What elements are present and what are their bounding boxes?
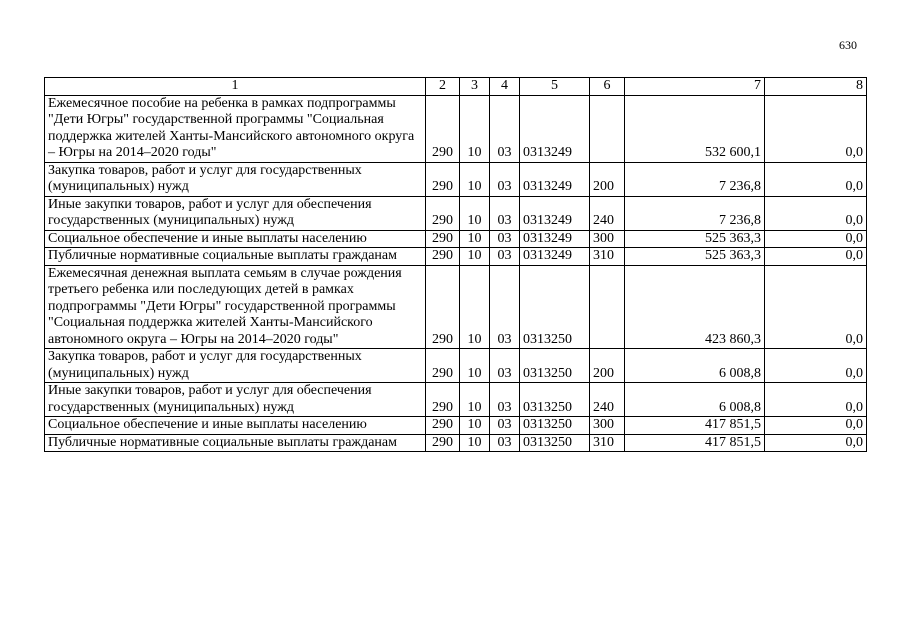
column-number: 1 (45, 78, 426, 96)
cell-section: 10 (460, 196, 490, 230)
cell-amount: 7 236,8 (625, 162, 765, 196)
cell-amount: 7 236,8 (625, 196, 765, 230)
cell-target-article: 0313250 (520, 349, 590, 383)
cell-amount-2: 0,0 (765, 349, 867, 383)
cell-subsection: 03 (490, 383, 520, 417)
row-name: Ежемесячное пособие на ребенка в рамках подпрограммы "Дети Югры" государственной программы "Социальная поддержка жителей Ханты-Мансийского автономного округа – Югры на 2014–2020 годы" (45, 95, 426, 162)
cell-expense-type: 300 (590, 230, 625, 248)
cell-code: 290 (426, 434, 460, 452)
column-number: 5 (520, 78, 590, 96)
cell-subsection: 03 (490, 417, 520, 435)
table-row (45, 248, 867, 266)
cell-code: 290 (426, 349, 460, 383)
cell-amount-2: 0,0 (765, 248, 867, 266)
cell-amount-2: 0,0 (765, 196, 867, 230)
cell-amount-2: 0,0 (765, 95, 867, 162)
column-number: 3 (460, 78, 490, 96)
cell-amount-2: 0,0 (765, 265, 867, 349)
row-name: Закупка товаров, работ и услуг для государственных (муниципальных) нужд (45, 162, 426, 196)
cell-amount-2: 0,0 (765, 230, 867, 248)
cell-target-article: 0313249 (520, 196, 590, 230)
cell-amount-2: 0,0 (765, 162, 867, 196)
table-row (45, 196, 867, 230)
table-row (45, 434, 867, 452)
cell-subsection: 03 (490, 349, 520, 383)
cell-expense-type: 240 (590, 383, 625, 417)
cell-amount: 525 363,3 (625, 230, 765, 248)
row-name: Иные закупки товаров, работ и услуг для обеспечения государственных (муниципальных) нужд (45, 383, 426, 417)
row-name: Публичные нормативные социальные выплаты гражданам (45, 248, 426, 266)
cell-amount-2: 0,0 (765, 434, 867, 452)
table-row (45, 265, 867, 349)
cell-subsection: 03 (490, 265, 520, 349)
cell-target-article: 0313249 (520, 230, 590, 248)
cell-amount-2: 0,0 (765, 417, 867, 435)
cell-section: 10 (460, 383, 490, 417)
table-row (45, 230, 867, 248)
cell-subsection: 03 (490, 230, 520, 248)
budget-table (44, 77, 867, 452)
cell-target-article: 0313250 (520, 383, 590, 417)
cell-code: 290 (426, 162, 460, 196)
cell-expense-type (590, 265, 625, 349)
row-name: Социальное обеспечение и иные выплаты населению (45, 230, 426, 248)
cell-code: 290 (426, 417, 460, 435)
column-number: 7 (625, 78, 765, 96)
cell-amount: 532 600,1 (625, 95, 765, 162)
cell-section: 10 (460, 95, 490, 162)
cell-amount-2: 0,0 (765, 383, 867, 417)
cell-code: 290 (426, 196, 460, 230)
table-row (45, 95, 867, 162)
cell-section: 10 (460, 162, 490, 196)
cell-expense-type: 300 (590, 417, 625, 435)
cell-target-article: 0313249 (520, 95, 590, 162)
cell-subsection: 03 (490, 196, 520, 230)
cell-target-article: 0313249 (520, 162, 590, 196)
cell-amount: 423 860,3 (625, 265, 765, 349)
cell-section: 10 (460, 434, 490, 452)
table-row (45, 162, 867, 196)
cell-code: 290 (426, 248, 460, 266)
table-row (45, 417, 867, 435)
column-number: 8 (765, 78, 867, 96)
column-number-row (45, 78, 867, 96)
cell-section: 10 (460, 230, 490, 248)
cell-section: 10 (460, 265, 490, 349)
row-name: Публичные нормативные социальные выплаты гражданам (45, 434, 426, 452)
cell-expense-type: 240 (590, 196, 625, 230)
cell-section: 10 (460, 248, 490, 266)
cell-amount: 6 008,8 (625, 349, 765, 383)
cell-code: 290 (426, 95, 460, 162)
cell-expense-type: 200 (590, 162, 625, 196)
column-number: 2 (426, 78, 460, 96)
row-name: Ежемесячная денежная выплата семьям в случае рождения третьего ребенка или последующих детей в рамках подпрограммы "Дети Югры" государственной программы "Социальная поддержка жителей Ханты-Мансийского автономного округа – Югры на 2014–2020 годы" (45, 265, 426, 349)
cell-target-article: 0313250 (520, 265, 590, 349)
cell-amount: 417 851,5 (625, 417, 765, 435)
row-name: Социальное обеспечение и иные выплаты населению (45, 417, 426, 435)
cell-amount: 6 008,8 (625, 383, 765, 417)
table-row (45, 383, 867, 417)
column-number: 6 (590, 78, 625, 96)
cell-subsection: 03 (490, 162, 520, 196)
cell-expense-type: 200 (590, 349, 625, 383)
row-name: Иные закупки товаров, работ и услуг для обеспечения государственных (муниципальных) нужд (45, 196, 426, 230)
cell-section: 10 (460, 417, 490, 435)
cell-code: 290 (426, 265, 460, 349)
row-name: Закупка товаров, работ и услуг для государственных (муниципальных) нужд (45, 349, 426, 383)
column-number: 4 (490, 78, 520, 96)
cell-expense-type: 310 (590, 434, 625, 452)
cell-target-article: 0313249 (520, 248, 590, 266)
cell-subsection: 03 (490, 95, 520, 162)
cell-amount: 417 851,5 (625, 434, 765, 452)
table-row (45, 349, 867, 383)
cell-target-article: 0313250 (520, 434, 590, 452)
cell-expense-type: 310 (590, 248, 625, 266)
cell-amount: 525 363,3 (625, 248, 765, 266)
cell-target-article: 0313250 (520, 417, 590, 435)
cell-subsection: 03 (490, 434, 520, 452)
cell-code: 290 (426, 230, 460, 248)
cell-subsection: 03 (490, 248, 520, 266)
page-number: 630 (839, 38, 857, 52)
cell-code: 290 (426, 383, 460, 417)
cell-section: 10 (460, 349, 490, 383)
cell-expense-type (590, 95, 625, 162)
